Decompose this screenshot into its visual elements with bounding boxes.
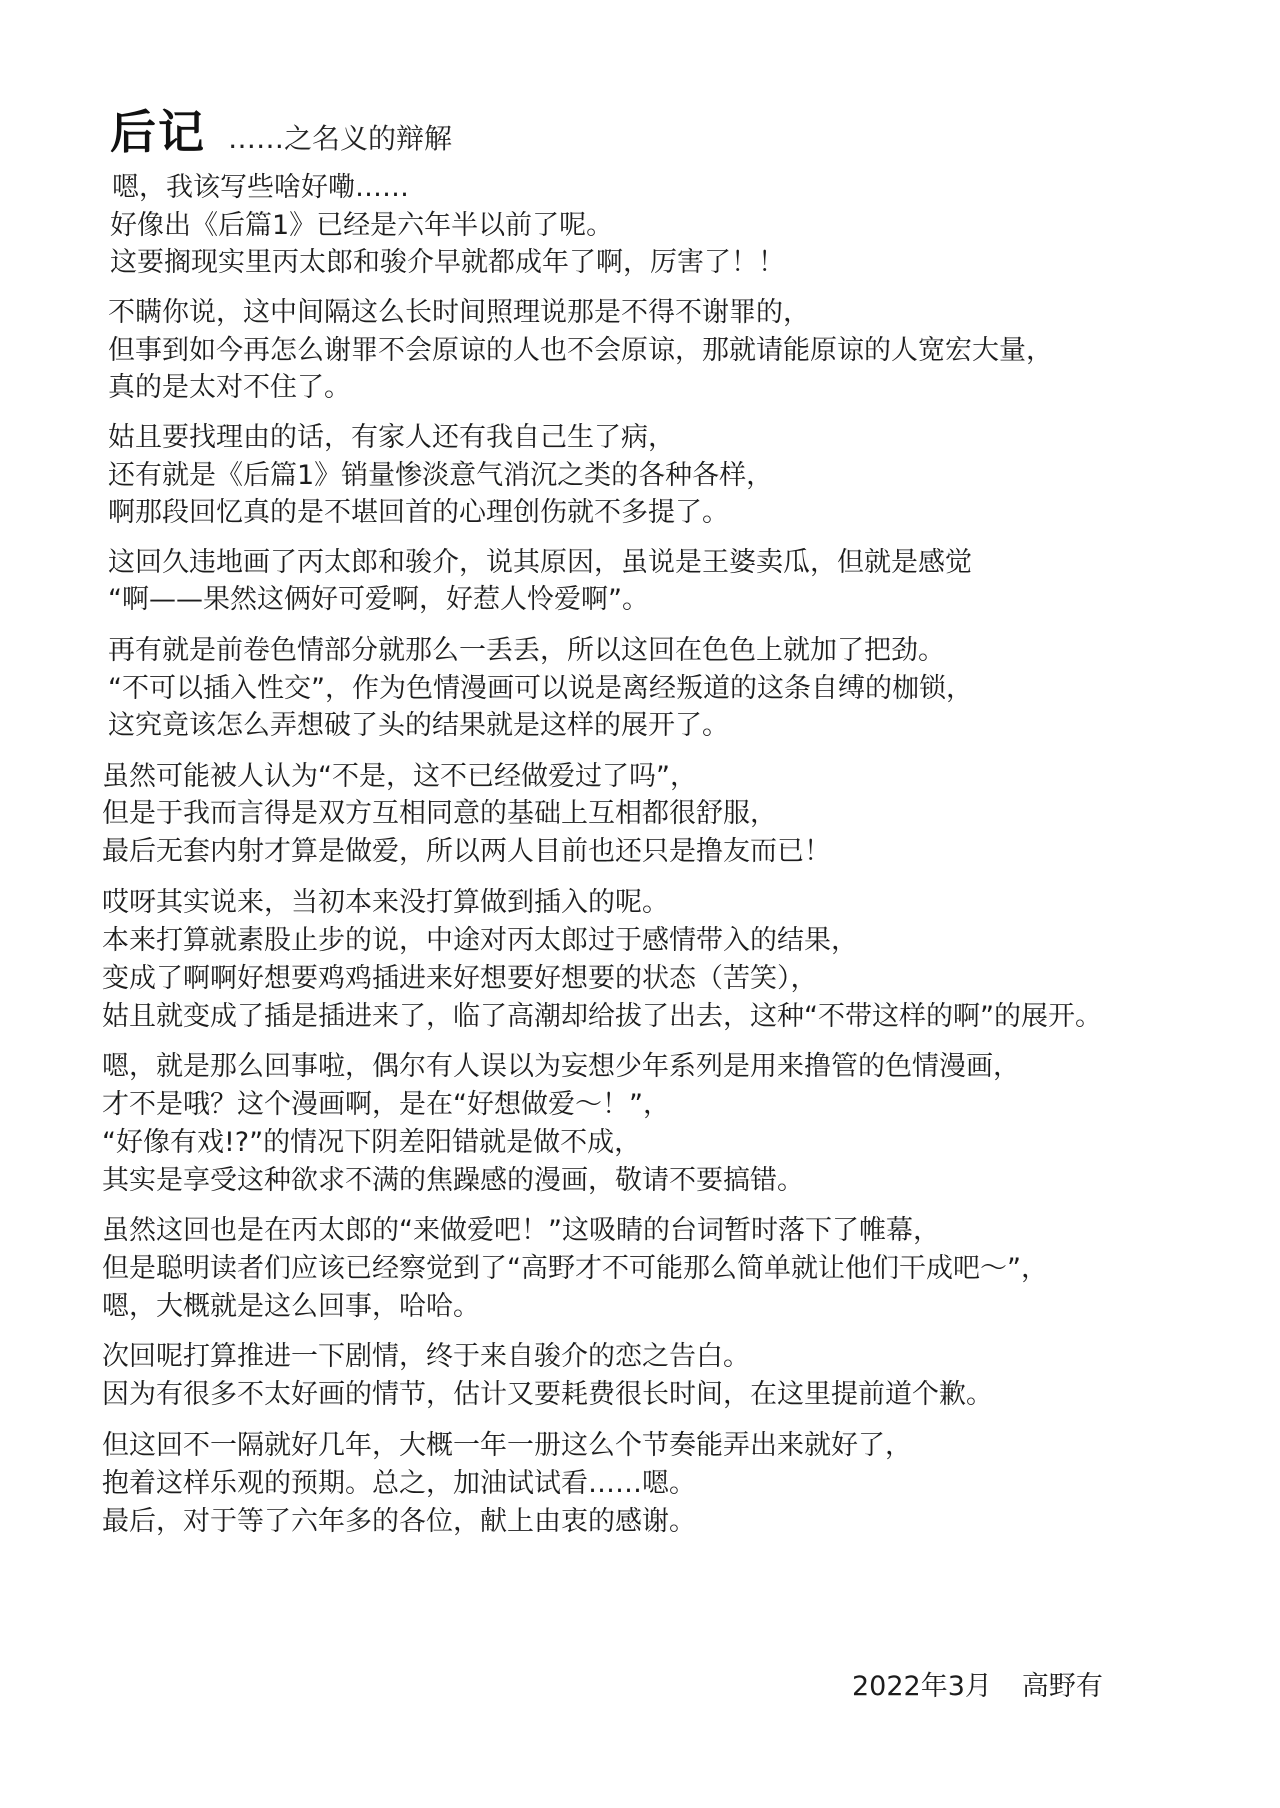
text-line: “好像有戏!?”的情况下阴差阳错就是做不成，: [102, 1127, 642, 1158]
text-line: 虽然这回也是在丙太郎的“来做爱吧！”这吸睛的台词暂时落下了帷幕，: [102, 1215, 940, 1246]
text-line: 不瞒你说，这中间隔这么长时间照理说那是不得不谢罪的，: [108, 297, 810, 328]
text-line: 这究竟该怎么弄想破了头的结果就是这样的展开了。: [108, 710, 729, 741]
text-line: 但是聪明读者们应该已经察觉到了“高野才不可能那么简单就让他们干成吧～”，: [102, 1253, 1048, 1284]
page-title: 后记: [110, 105, 206, 159]
text-line: 次回呢打算推进一下剧情，终于来自骏介的恋之告白。: [102, 1341, 750, 1372]
title-row: [110, 96, 452, 162]
text-line: 虽然可能被人认为“不是，这不已经做爱过了吗”，: [102, 761, 697, 792]
text-line: 但是于我而言得是双方互相同意的基础上互相都很舒服，: [102, 798, 777, 829]
text-line: 最后无套内射才算是做爱，所以两人目前也还只是撸友而已！: [102, 836, 831, 867]
text-line: 哎呀其实说来，当初本来没打算做到插入的呢。: [102, 887, 669, 918]
signature-date: 2022年3月: [852, 1671, 992, 1702]
text-line: 才不是哦？这个漫画啊，是在“好想做爱～！”，: [102, 1089, 670, 1120]
text-line: 其实是享受这种欲求不满的焦躁感的漫画，敬请不要搞错。: [102, 1165, 804, 1196]
text-line: 但事到如今再怎么谢罪不会原谅的人也不会原谅，那就请能原谅的人宽宏大量，: [108, 335, 1053, 366]
text-line: 再有就是前卷色情部分就那么一丢丢，所以这回在色色上就加了把劲。: [108, 635, 945, 666]
text-line: 啊那段回忆真的是不堪回首的心理创伤就不多提了。: [108, 497, 729, 528]
text-line: 这回久违地画了丙太郎和骏介，说其原因，虽说是王婆卖瓜，但就是感觉: [108, 547, 972, 578]
text-line: 抱着这样乐观的预期。总之，加油试试看……嗯。: [102, 1468, 696, 1499]
text-line: 但这回不一隔就好几年，大概一年一册这么个节奏能弄出来就好了，: [102, 1430, 912, 1461]
text-line: 因为有很多不太好画的情节，估计又要耗费很长时间，在这里提前道个歉。: [102, 1379, 993, 1410]
text-line: 姑且要找理由的话，有家人还有我自己生了病，: [108, 422, 675, 453]
text-line: 真的是太对不住了。: [108, 372, 351, 403]
text-line: 这要搁现实里丙太郎和骏介早就都成年了啊，厉害了！！: [110, 247, 785, 278]
text-line: 好像出《后篇1》已经是六年半以前了呢。: [110, 210, 614, 241]
text-line: 嗯，大概就是这么回事，哈哈。: [102, 1291, 480, 1322]
text-line: 本来打算就素股止步的说，中途对丙太郎过于感情带入的结果，: [102, 925, 858, 956]
text-line: 最后，对于等了六年多的各位，献上由衷的感谢。: [102, 1506, 696, 1537]
text-line: 还有就是《后篇1》销量惨淡意气消沉之类的各种各样，: [108, 460, 774, 491]
text-line: 嗯，就是那么回事啦，偶尔有人误以为妄想少年系列是用来撸管的色情漫画，: [102, 1051, 1020, 1082]
text-line: 变成了啊啊好想要鸡鸡插进来好想要好想要的状态（苦笑），: [102, 963, 818, 994]
text-line: “啊——果然这俩好可爱啊，好惹人怜爱啊”。: [108, 584, 649, 615]
text-line: 嗯，我该写些啥好嘞……: [112, 172, 409, 203]
text-line: 姑且就变成了插是插进来了，临了高潮却给拔了出去，这种“不带这样的啊”的展开。: [102, 1001, 1102, 1032]
signature: [852, 1664, 1103, 1703]
text-line: “不可以插入性交”，作为色情漫画可以说是离经叛道的这条自缚的枷锁，: [108, 673, 973, 704]
page-subtitle: ……之名义的辩解: [228, 122, 453, 155]
signature-author: 高野有: [1021, 1671, 1103, 1702]
